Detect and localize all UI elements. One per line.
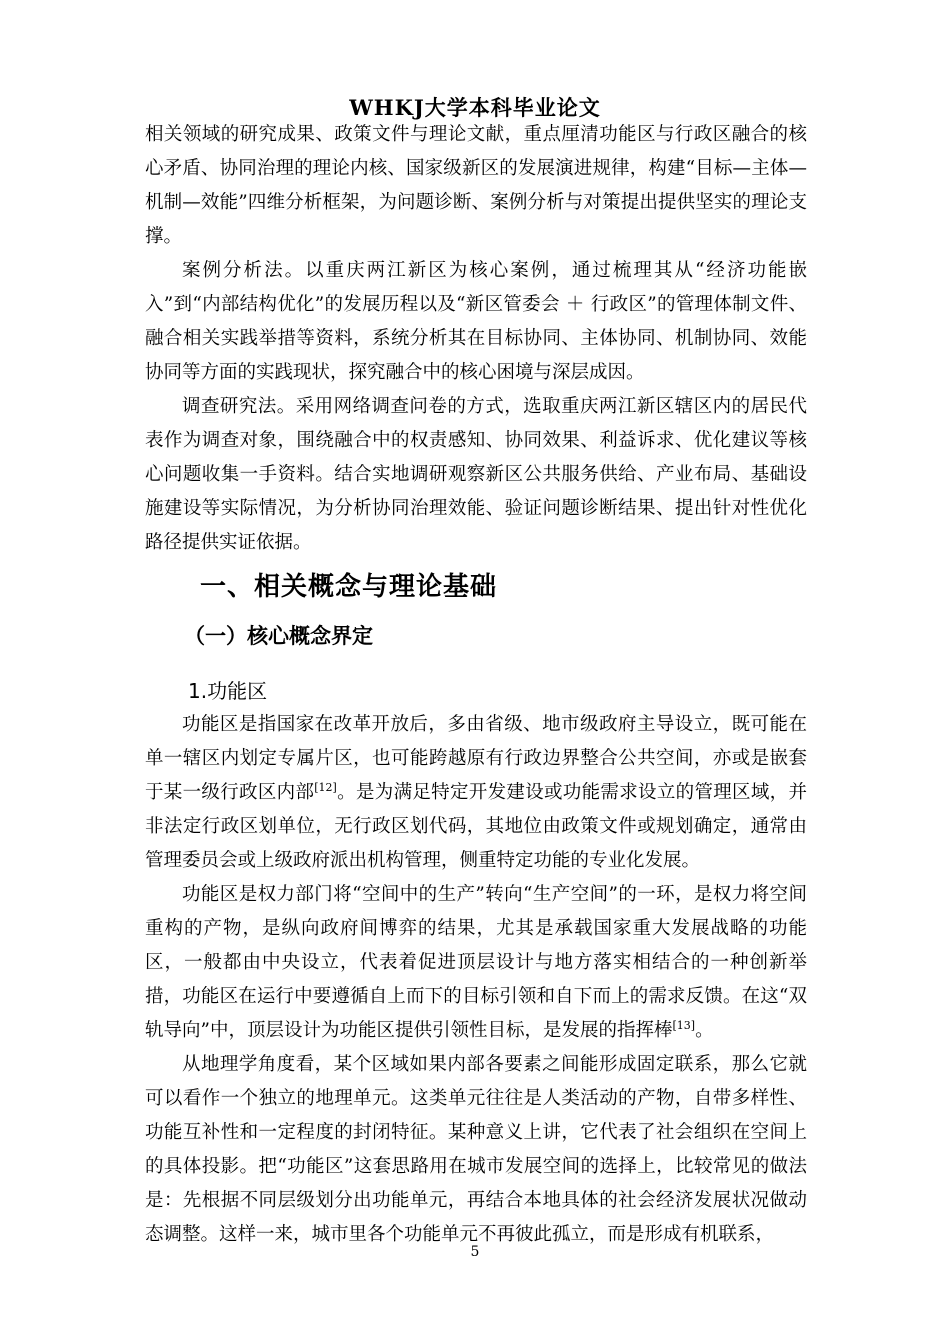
page-header: WHKJ大学本科毕业论文 — [349, 95, 601, 120]
paragraph-text: 功能区是指国家在改革开放后，多由省级、地市级政府主导设立，既可能在单一辖区内划定专属片区，也可能跨越原有行政边界整合公共空间，亦或是嵌套于某一级行政区内部 — [145, 714, 807, 803]
paragraph-text: 。 — [695, 1020, 714, 1041]
subsection-heading: 1.功能区 — [188, 679, 268, 703]
citation-ref: [13] — [672, 1018, 696, 1032]
body-paragraph — [145, 708, 807, 878]
intro-paragraph: 案例分析法。以重庆两江新区为核心案例，通过梳理其从“经济功能嵌入”到“内部结构优化”的发展历程以及“新区管委会 ＋ 行政区”的管理体制文件、融合相关实践举措等资料，系统分析其在目标协同、主体协同、机制协同、效能协同等方面的实践现状，探究融合中的核心困境与深层成因。 — [145, 260, 807, 383]
chapter-heading: 一、相关概念与理论基础 — [200, 572, 498, 602]
section-heading: （一）核心概念界定 — [184, 624, 373, 648]
body-paragraph: 从地理学角度看，某个区域如果内部各要素之间能形成固定联系，那么它就可以看作一个独立的地理单元。这类单元往往是人类活动的产物，自带多样性、功能互补性和一定程度的封闭特征。某种意义上讲，它代表了社会组织在空间上的具体投影。把“功能区”这套思路用在城市发展空间的选择上，比较常见的做法是：先根据不同层级划分出功能单元，再结合本地具体的社会经济发展状况做动态调整。这样一来，城市里各个功能单元不再彼此孤立，而是形成有机联系， — [145, 1054, 807, 1245]
body-paragraph — [145, 878, 807, 1048]
page-number: 5 — [470, 1244, 480, 1260]
section-body — [145, 708, 807, 1252]
intro-paragraph: 相关领域的研究成果、政策文件与理论文献，重点厘清功能区与行政区融合的核心矛盾、协同治理的理论内核、国家级新区的发展演进规律，构建“目标—主体— 机制—效能”四维分析框架，为问题诊断、案例分析与对策提出提供坚实的理论支撑。 — [145, 124, 807, 247]
intro-text — [145, 118, 807, 560]
paragraph-text: 。是为满足特定开发建设或功能需求设立的管理区域，并非法定行政区划单位，无行政区划代码，其地位由政策文件或规划确定，通常由管理委员会或上级政府派出机构管理，侧重特定功能的专业化发展。 — [145, 782, 807, 871]
citation-ref: [12] — [314, 780, 337, 794]
paragraph-text: 功能区是权力部门将“空间中的生产”转向“生产空间”的一环，是权力将空间重构的产物，是纵向政府间博弈的结果，尤其是承载国家重大发展战略的功能区，一般都由中央设立，代表着促进顶层设计与地方落实相结合的一种创新举措，功能区在运行中要遵循自上而下的目标引领和自下而上的需求反馈。在这“双轨导向”中，顶层设计为功能区提供引领性目标，是发展的指挥棒 — [145, 884, 807, 1041]
intro-paragraph: 调查研究法。采用网络调查问卷的方式，选取重庆两江新区辖区内的居民代表作为调查对象，围绕融合中的权责感知、协同效果、利益诉求、优化建议等核心问题收集一手资料。结合实地调研观察新区公共服务供给、产业布局、基础设施建设等实际情况，为分析协同治理效能、验证问题诊断结果、提出针对性优化路径提供实证依据。 — [145, 396, 807, 553]
